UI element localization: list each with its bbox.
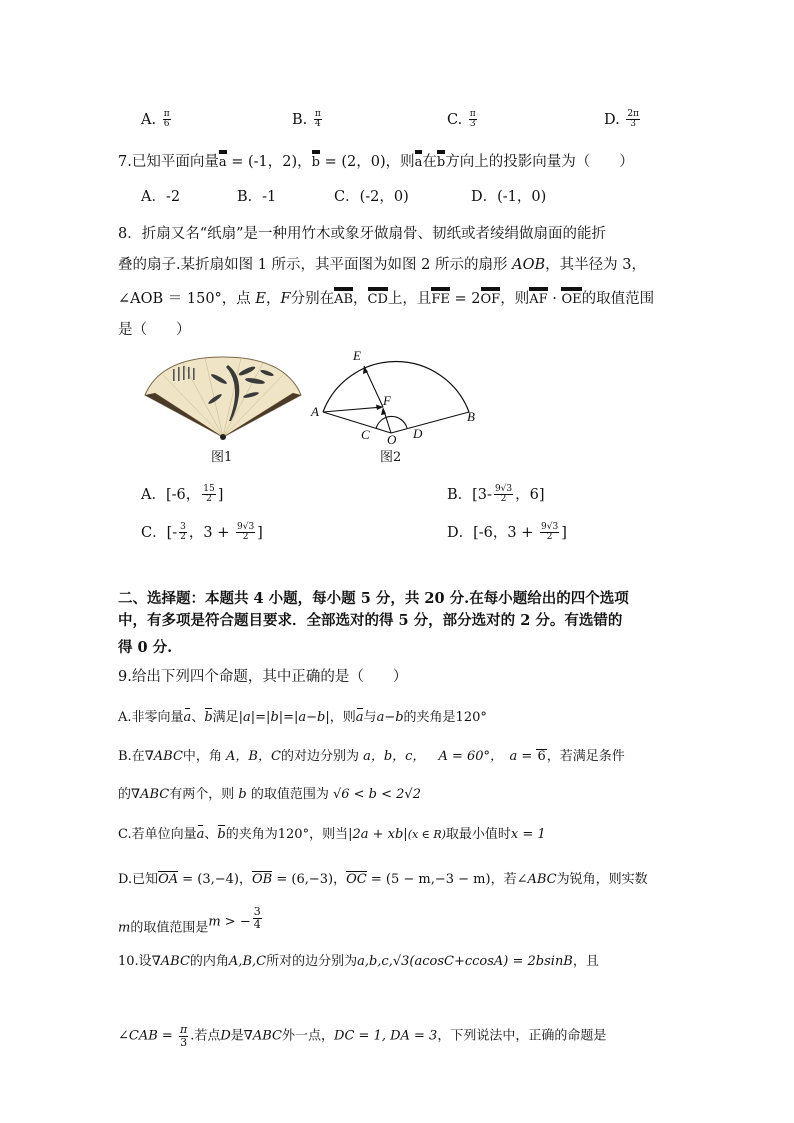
figure1-caption: 图1: [211, 450, 233, 465]
q8-line3: ∠AOB ＝ 150°，点 E，F分别在 AB， CD上，且 FE = 2 OF，则 AF · OE的取值范围: [118, 287, 654, 307]
section2-line2: 中，有多项是符合题目要求．全部选对的得 5 分，部分选对的 2 分。有选错的: [118, 612, 623, 629]
q9-stem: 9.给出下列四个命题，其中正确的是（ ）: [118, 669, 408, 685]
q10-line2: ∠CAB = $\frac{\pi}{3}$ .若点D是∇ABC外一点，DC = 1, DA = 3，下列说法中，正确的命题是: [118, 1023, 607, 1049]
q9-option-d-line2: m的取值范围是m > − $\frac{3}{4}$: [118, 905, 261, 936]
q8-option-c: C．[- $\frac{3}{2}$ ，3 + $\frac{9√3}{2}$ ]: [141, 522, 263, 543]
q10-line1: 10.设∇ABC的内角A,B,C所对的边分别为a,b,c,√3(acosC+ccosA) = 2bsinB，且: [118, 954, 599, 969]
q8-option-b: B．[3- $\frac{9√3}{2}$ ，6]: [447, 484, 545, 505]
q9-option-a: A.非零向量a、b满足|a|=|b|=|a−b|，则a与a−b的夹角是120°: [118, 710, 487, 725]
sector-diagram: [305, 345, 490, 445]
q9-option-c: C.若单位向量a、b的夹角为120°，则当|2a + xb|(x ∈ R)取最小值时x = 1: [118, 827, 546, 842]
q7-option-d: D．(-1，0): [471, 189, 547, 205]
figure2-caption: 图2: [380, 450, 402, 465]
q6-option-a: A. $\frac{\pi}{6}$: [141, 109, 170, 130]
q9-option-b-line1: B.在∇ABC中，角 A，B，C的对边分别为 a，b，c， A = 60°， a = 6，若满足条件: [118, 749, 625, 764]
q9-option-b-line2: 的∇ABC有两个，则 b 的取值范围为 √6 < b < 2√2: [118, 787, 421, 802]
label-e: E: [353, 348, 361, 363]
label-c: C: [361, 427, 370, 442]
q7-stem: 7.已知平面向量 a = (-1，2)， b = (2，0)，则 a在 b方向上的投影向量为（ ）: [118, 150, 634, 170]
q6-option-d: D. $\frac{2\pi}{3}$: [604, 109, 639, 130]
q9-option-d-line1: D.已知OA = (3,−4)，OB = (6,−3)，OC = (5 − m,−3 − m)，若∠ABC为锐角，则实数: [118, 872, 648, 887]
section2-line3: 得 0 分.: [118, 639, 173, 656]
folding-fan-figure: [143, 355, 303, 445]
q7-option-b: B．-1: [237, 189, 277, 205]
q8-line1: 8．折扇又名“纸扇”是一种用竹木或象牙做扇骨、韧纸或者绫绢做扇面的能折: [118, 226, 607, 242]
label-o: O: [387, 432, 397, 445]
q8-line4: 是（ ）: [118, 322, 191, 338]
q7-option-a: A．-2: [141, 189, 181, 205]
q8-line2: 叠的扇子.某折扇如图 1 所示，其平面图为如图 2 所示的扇形 AOB，其半径为 3，: [118, 257, 646, 273]
q7-option-c: C．(-2，0): [334, 189, 409, 205]
label-b: B: [467, 409, 475, 424]
label-f: F: [383, 393, 391, 408]
figure2-labels: [310, 348, 475, 445]
q8-option-a: A．[-6， $\frac{15}{2}$ ]: [141, 484, 224, 505]
label-a: A: [311, 404, 319, 419]
q8-option-d: D．[-6，3 + $\frac{9√3}{2}$ ]: [447, 522, 567, 543]
q6-option-c: C. $\frac{\pi}{3}$: [447, 109, 476, 130]
section2-line1: 二、选择题：本题共 4 小题，每小题 5 分，共 20 分.在每小题给出的四个选项: [118, 590, 629, 607]
label-d: D: [413, 426, 423, 441]
q6-option-b: B. $\frac{\pi}{4}$: [292, 109, 321, 130]
